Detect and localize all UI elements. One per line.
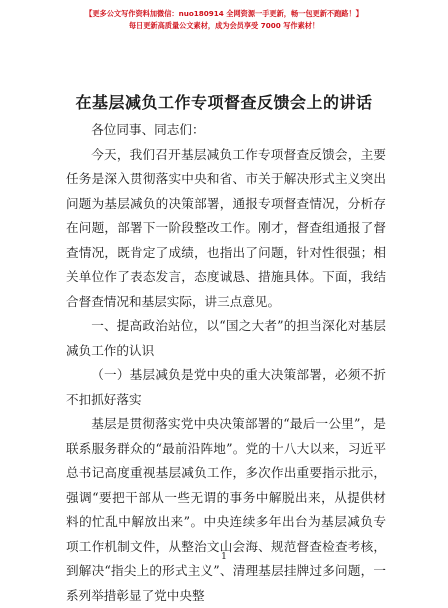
promo-banner-line-2: 每日更新高质量公文素材，成为会员享受 7000 写作素材！	[128, 21, 320, 30]
salutation: 各位同事、同志们：	[91, 122, 205, 137]
document-title: 在基层减负工作专项督查反馈会上的讲话	[75, 93, 373, 112]
page-number: 1	[221, 552, 227, 562]
document-body	[66, 118, 386, 608]
promo-banner-line-1: 【更多公文写作资料加微信：nuo180914 全网资源一手更新，畅一包更新不跑路！】	[85, 9, 363, 18]
promo-banner	[0, 8, 448, 31]
section-heading-1: 一、提高政治站位，以“国之大者”的担当深化对基层减负工作的认识	[66, 318, 386, 358]
paragraph-body: 基层是贯彻落实党中央决策部署的“最后一公里”，是联系服务群众的“最前沿阵地”。党的十八大以来，习近平总书记高度重视基层减负工作，多次作出重要指示批示，强调“要把干部从一些无谓的事务中解脱出来，从提供材料的忙乱中解放出来”。中央连续多年出台为基层减负专项工作机制文件，从整治文山会海、规范督查检查考核，到解决“指尖上的形式主义”、清理基层挂牌过多问题，一系列举措彰显了党中央整	[66, 416, 386, 603]
paragraph-intro: 今天，我们召开基层减负工作专项督查反馈会，主要任务是深入贯彻落实中央和省、市关于解决形式主义突出问题为基层减负的决策部署，通报专项督查情况，分析存在问题，部署下一阶段整改工作。刚才，督查组通报了督查情况，既肯定了成绩，也指出了问题，针对性很强；相关单位作了表态发言，态度诚恳、措施具体。下面，我结合督查情况和基层实际，讲三点意见。	[66, 146, 386, 309]
subsection-heading-1: （一）基层减负是党中央的重大决策部署，必须不折不扣抓好落实	[66, 367, 386, 407]
